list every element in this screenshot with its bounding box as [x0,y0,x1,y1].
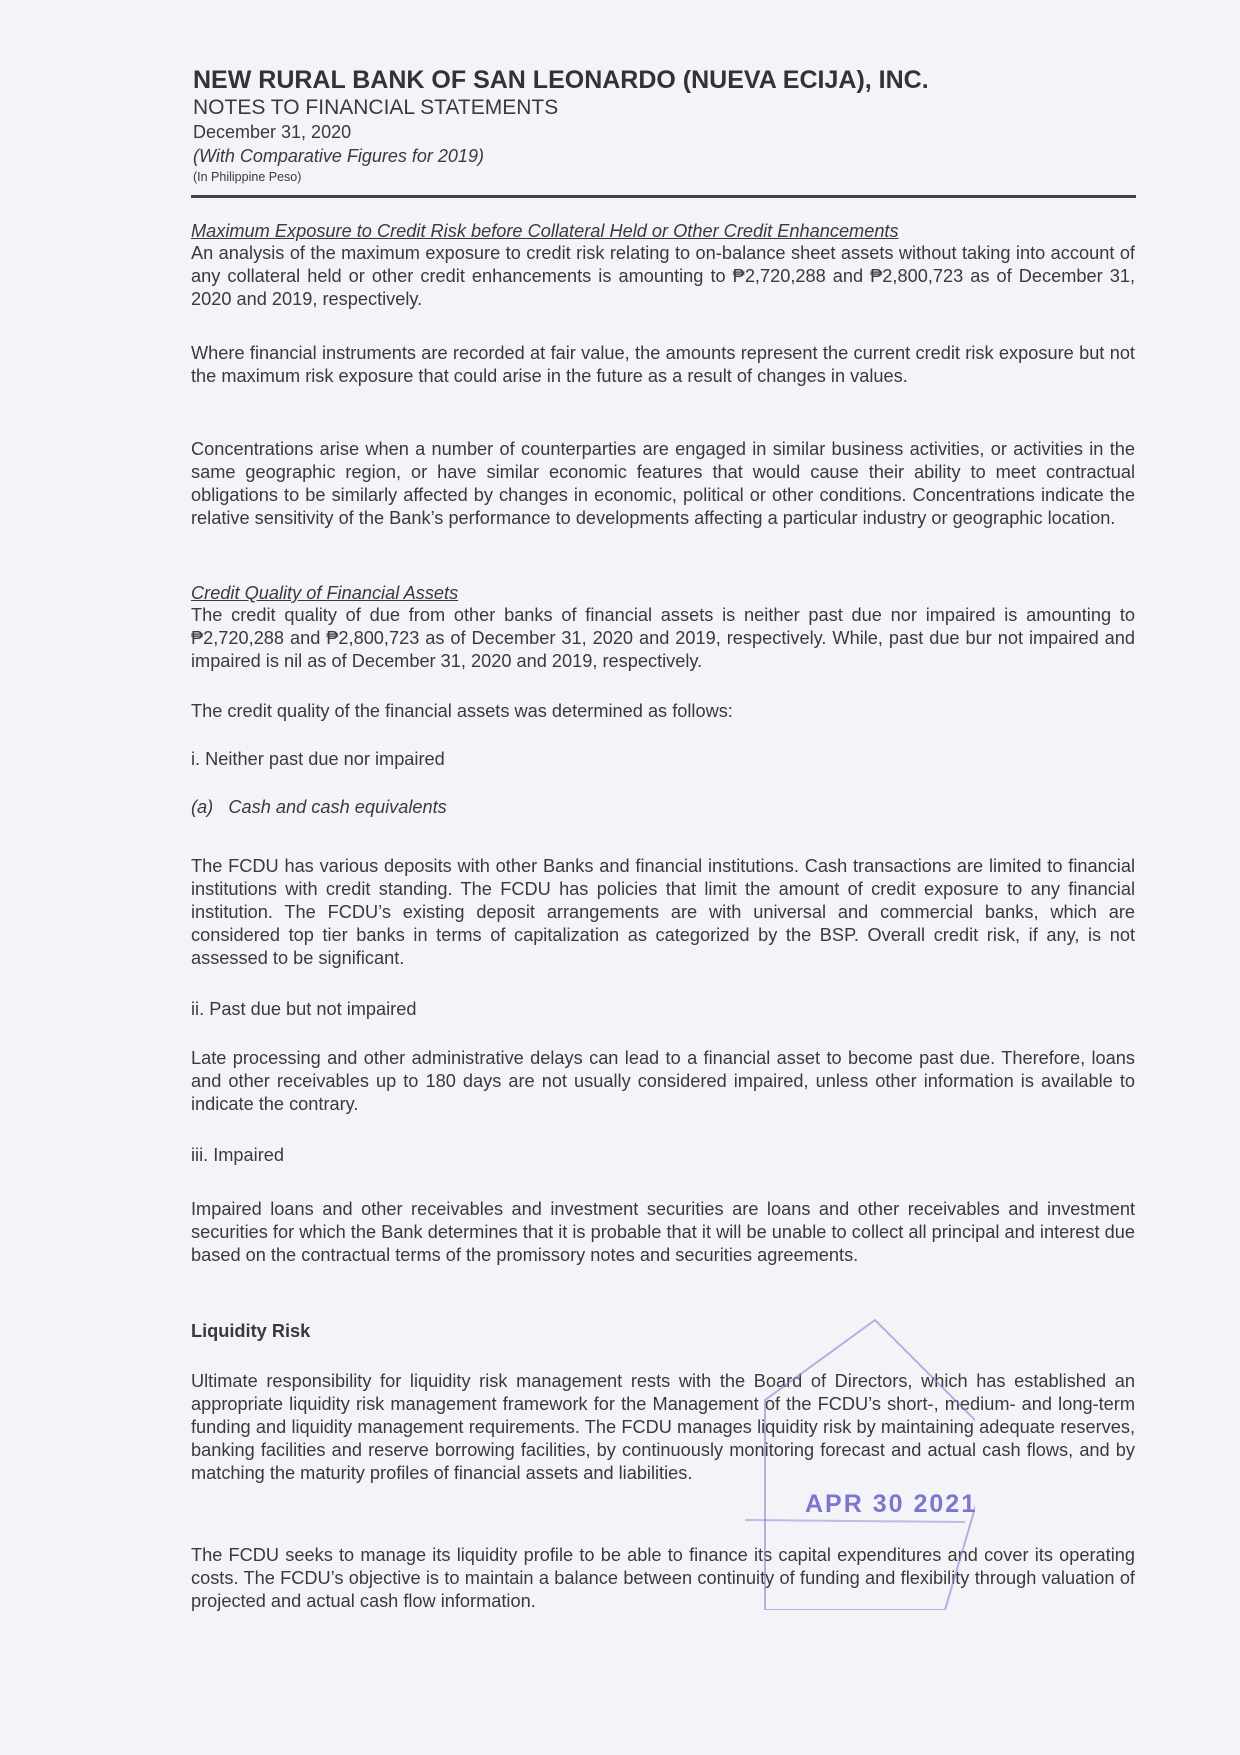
document-title: NOTES TO FINANCIAL STATEMENTS [193,96,559,119]
list-item: ii. Past due but not impaired [191,999,417,1019]
list-item: (a) Cash and cash equivalents [191,797,447,817]
stamp-date: APR 30 2021 [805,1490,978,1518]
company-name: NEW RURAL BANK OF SAN LEONARDO (NUEVA ECIJA), INC. [193,66,929,94]
section-heading-credit-quality: Credit Quality of Financial Assets [191,583,459,603]
statement-date: December 31, 2020 [193,122,352,142]
paragraph: An analysis of the maximum exposure to credit risk relating to on-balance sheet assets without taking into account of any collateral held or other credit enhancements is amounting to ₱2,720,288 and ₱2,800,723 as of December 31, 2020 and 2019, respectively. [191,243,1135,309]
paragraph: The FCDU has various deposits with other Banks and financial institutions. Cash transactions are limited to financial institutions with credit standing. The FCDU has policies that limit the amount of credit exposure to any financial institution. The FCDU’s existing deposit arrangements are with universal and commercial banks, which are considered top tier banks in terms of capitalization as categorized by the BSP. Overall credit risk, if any, is not assessed to be significant. [191,856,1135,968]
paragraph: Impaired loans and other receivables and investment securities are loans and other receivables and investment securities for which the Bank determines that it is probable that it will be unable to collect all principal and interest due based on the contractual terms of the promissory notes and securities agreements. [191,1199,1135,1265]
paragraph: The credit quality of due from other banks of financial assets is neither past due nor impaired is amounting to ₱2,720,288 and ₱2,800,723 as of December 31, 2020 and 2019, respectively. While, past due bur not impaired and impaired is nil as of December 31, 2020 and 2019, respectively. [191,605,1135,671]
comparative-note: (With Comparative Figures for 2019) [193,146,484,166]
paragraph: Ultimate responsibility for liquidity risk management rests with the Board of Directors, which has established an appropriate liquidity risk management framework for the Management of the FCDU’s short-, medium- and long-term funding and liquidity management requirements. The FCDU manages liquidity risk by maintaining adequate reserves, banking facilities and reserve borrowing facilities, by continuously monitoring forecast and actual cash flows, and by matching the maturity profiles of financial assets and liabilities. [191,1371,1135,1483]
paragraph: Where financial instruments are recorded at fair value, the amounts represent the current credit risk exposure but not the maximum risk exposure that could arise in the future as a result of changes in values. [191,343,1135,386]
paragraph: The FCDU seeks to manage its liquidity profile to be able to finance its capital expenditures and cover its operating costs. The FCDU’s objective is to maintain a balance between continuity of funding and flexibility through valuation of projected and actual cash flow information. [191,1545,1135,1611]
header-rule [191,195,1136,198]
paragraph: Late processing and other administrative delays can lead to a financial asset to become past due. Therefore, loans and other receivables up to 180 days are not usually considered impaired, unless other information is available to indicate the contrary. [191,1048,1135,1114]
list-item: iii. Impaired [191,1145,284,1165]
currency-note: (In Philippine Peso) [193,170,302,184]
paragraph: Concentrations arise when a number of counterparties are engaged in similar business activities, or activities in the same geographic region, or have similar economic features that would cause their ability to meet contractual obligations to be similarly affected by changes in economic, political or other conditions. Concentrations indicate the relative sensitivity of the Bank’s performance to developments affecting a particular industry or geographic location. [191,439,1135,528]
paragraph: The credit quality of the financial assets was determined as follows: [191,701,733,721]
section-heading-max-exposure: Maximum Exposure to Credit Risk before Collateral Held or Other Credit Enhancements [191,221,899,241]
section-heading-liquidity: Liquidity Risk [191,1321,311,1341]
list-item: i. Neither past due nor impaired [191,749,445,769]
